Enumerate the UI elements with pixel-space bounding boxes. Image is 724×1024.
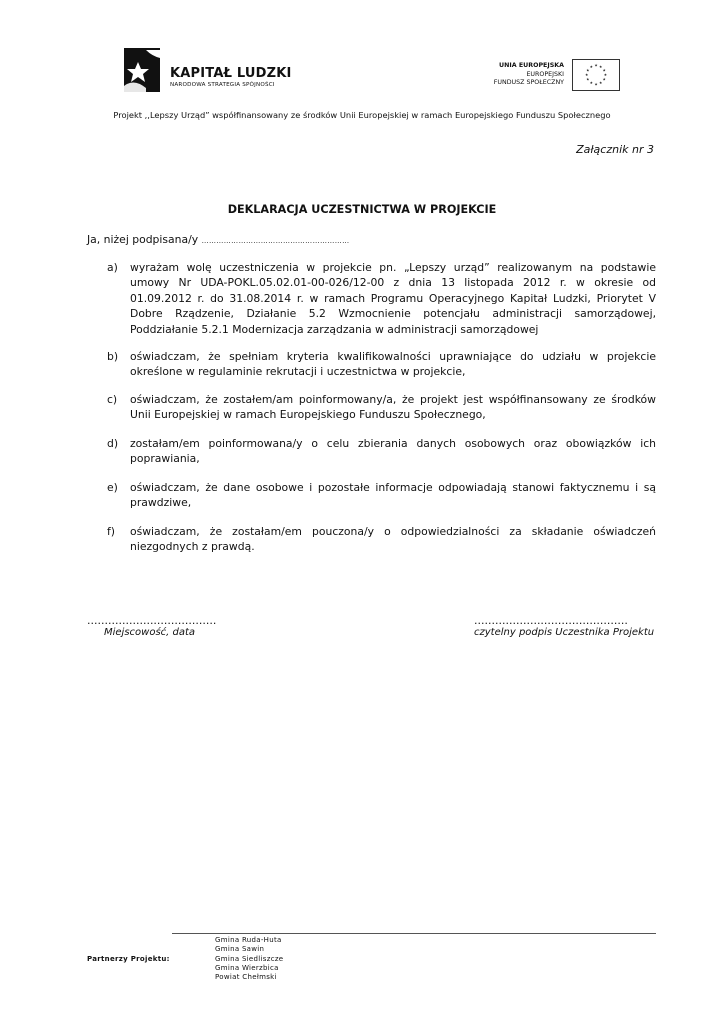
intro-line: [87, 233, 350, 246]
signature-field: [474, 614, 654, 638]
svg-text:★: ★: [584, 72, 589, 77]
svg-text:★: ★: [594, 63, 598, 68]
kapital-ludzki-logo: [124, 48, 304, 92]
footer-divider: [172, 933, 656, 934]
svg-text:★: ★: [603, 72, 608, 77]
place-date-field: [87, 614, 216, 638]
list-item-text: oświadczam, że zostałam/em pouczona/y o odpowiedzialności za składanie oświadczeń niezgodnych z prawdą.: [130, 525, 656, 554]
partners-list: [215, 936, 283, 982]
partner-item: Gmina Siedliszcze: [215, 954, 284, 963]
eu-flag-icon: [572, 59, 620, 91]
eu-line-1: UNIA EUROPEJSKA: [499, 62, 564, 69]
list-item-label: e): [107, 481, 118, 494]
list-item-label: c): [107, 393, 118, 406]
signature-caption: czytelny podpis Uczestnika Projektu: [474, 627, 655, 638]
svg-text:★: ★: [599, 81, 603, 86]
svg-text:★: ★: [602, 77, 606, 82]
svg-text:★: ★: [589, 64, 593, 69]
eu-logo: [470, 59, 620, 93]
list-item-b: [107, 349, 656, 380]
partner-item: Gmina Ruda-Huta: [215, 936, 282, 944]
partner-item: Gmina Wierzbica: [215, 963, 279, 972]
list-item-label: f): [107, 525, 116, 538]
svg-text:★: ★: [589, 81, 593, 86]
list-item-f: [107, 524, 656, 555]
list-item-c: [107, 392, 656, 423]
intro-text: Ja, niżej podpisana/y: [87, 233, 202, 246]
eu-logo-text: [494, 62, 564, 88]
list-item-text: oświadczam, że spełniam kryteria kwalifikowalności uprawniające do udziału w projekcie określone w regulaminie rekrutacji i uczestnictwa w projekcie,: [130, 350, 656, 379]
list-item-label: b): [107, 350, 119, 363]
partner-item: Powiat Chełmski: [215, 973, 277, 982]
svg-text:★: ★: [586, 68, 590, 73]
list-item-e: [107, 480, 656, 511]
list-item-d: [107, 436, 656, 467]
intro-dots: ……………………………………………………: [201, 237, 350, 245]
svg-text:★: ★: [602, 68, 606, 73]
project-line: Projekt ,,Lepszy Urząd” współfinansowany ze środków Unii Europejskiej w ramach Europejskiego Funduszu Społecznego: [113, 110, 611, 120]
signature-dots: ............................................: [474, 614, 628, 627]
list-item-text: wyrażam wolę uczestniczenia w projekcie pn. „Lepszy urząd” realizowanym na podstawie umowy Nr UDA-POKL.05.02.01-00-026/12-00 z dnia 13 listopada 2012 r. w okresie od 01.09.2012 r. do 31.08.2014 r. w ramach Programu Operacyjnego Kapitał Ludzki, Priorytet V Dobre Rządzenie, Działanie 5.2 Wzmocnienie potencjału administracji samorządowej, Poddziałanie 5.2.1 Modernizacja zarządzania w administracji samorządowej: [130, 261, 656, 336]
kapital-ludzki-name: KAPITAŁ LUDZKI: [170, 66, 292, 81]
list-item-text: zostałam/em poinformowana/y o celu zbierania danych osobowych oraz obowiązków ich poprawiania,: [130, 437, 656, 466]
partner-item: Gmina Sawin: [215, 945, 265, 954]
list-item-text: oświadczam, że dane osobowe i pozostałe informacje odpowiadają stanowi faktycznemu i są prawdziwe,: [130, 481, 656, 510]
place-date-caption: Miejscowość, data: [104, 627, 196, 638]
annex-number: Załącznik nr 3: [576, 143, 654, 156]
eu-line-3: FUNDUSZ SPOŁECZNY: [493, 79, 564, 87]
kapital-ludzki-mark-icon: [124, 48, 160, 92]
svg-text:★: ★: [586, 77, 590, 82]
list-item-text: oświadczam, że zostałem/am poinformowany/a, że projekt jest współfinansowany ze środków Unii Europejskiej w ramach Europejskiego Funduszu Społecznego,: [130, 393, 656, 422]
eu-line-2: EUROPEJSKI: [526, 70, 564, 78]
list-item-label: a): [107, 261, 118, 274]
document-title: DEKLARACJA UCZESTNICTWA W PROJEKCIE: [227, 203, 497, 216]
list-item-label: d): [107, 437, 119, 450]
svg-text:★: ★: [599, 64, 603, 69]
place-date-dots: .....................................: [87, 614, 217, 627]
list-item-a: [107, 260, 656, 337]
svg-text:★: ★: [594, 82, 598, 87]
kapital-ludzki-subtitle: NARODOWA STRATEGIA SPÓJNOŚCI: [170, 82, 275, 88]
partners-label: Partnerzy Projektu:: [87, 955, 170, 963]
